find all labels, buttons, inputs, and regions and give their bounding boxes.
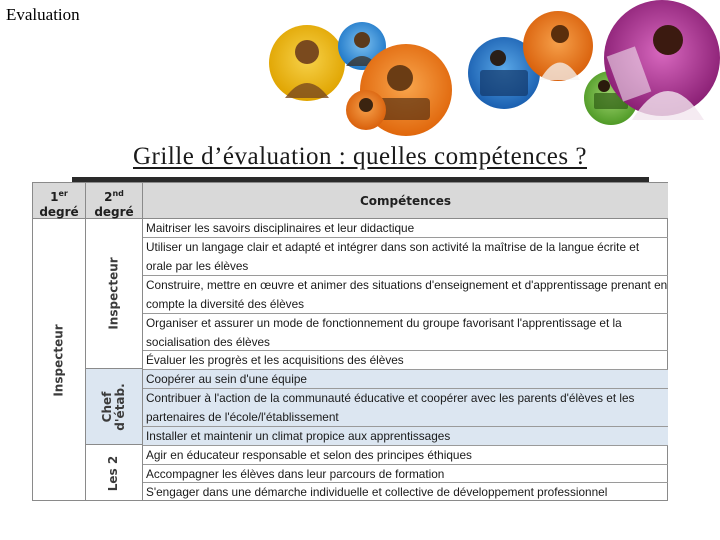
page-title: Grille d’évaluation : quelles compétences ? bbox=[133, 143, 587, 170]
col-header-1st-degree: 1er degré bbox=[33, 183, 86, 219]
col-header-2nd-degree: 2nd degré bbox=[86, 183, 143, 219]
competence-row: Contribuer à l'action de la communauté éducative et coopérer avec les parents d'élèves et les partenaires de l'école/l'établissement bbox=[143, 389, 668, 427]
competence-row: Évaluer les progrès et les acquisitions des élèves bbox=[143, 351, 668, 370]
photo-circles-illustration bbox=[0, 0, 720, 140]
group-2nd-degree-inspecteur: Inspecteur bbox=[86, 219, 143, 369]
col-header-competences: Compétences bbox=[143, 183, 668, 219]
competence-row: Accompagner les élèves dans leur parcours de formation bbox=[143, 465, 668, 483]
competence-row: S'engager dans une démarche individuelle et collective de développement professionnel bbox=[146, 485, 608, 499]
group-2nd-degree-les-2: Les 2 bbox=[86, 445, 143, 501]
competence-row: Organiser et assurer un mode de fonctionnement du groupe favorisant l'apprentissage et la socialisation des élèves bbox=[143, 314, 668, 351]
group-1st-degree-inspecteur: Inspecteur bbox=[33, 219, 86, 501]
competence-row: Maitriser les savoirs disciplinaires et leur didactique bbox=[143, 219, 668, 238]
competence-row: Construire, mettre en œuvre et animer des situations d'enseignement et d'apprentissage prenant en compte la diversité des élèves bbox=[143, 276, 668, 314]
group-2nd-degree-chef-etab: Chef d'étab. bbox=[86, 369, 143, 445]
photo-collage bbox=[0, 0, 720, 140]
competences-table bbox=[32, 182, 668, 501]
competence-row: Coopérer au sein d'une équipe bbox=[143, 370, 668, 389]
competence-row: Agir en éducateur responsable et selon des principes éthiques bbox=[143, 446, 668, 465]
slide-header-label: Evaluation bbox=[6, 5, 80, 24]
competence-row: Installer et maintenir un climat propice aux apprentissages bbox=[143, 427, 668, 446]
competence-row: Utiliser un langage clair et adapté et intégrer dans son activité la maîtrise de la langue écrite et orale par les élèves bbox=[143, 238, 668, 276]
